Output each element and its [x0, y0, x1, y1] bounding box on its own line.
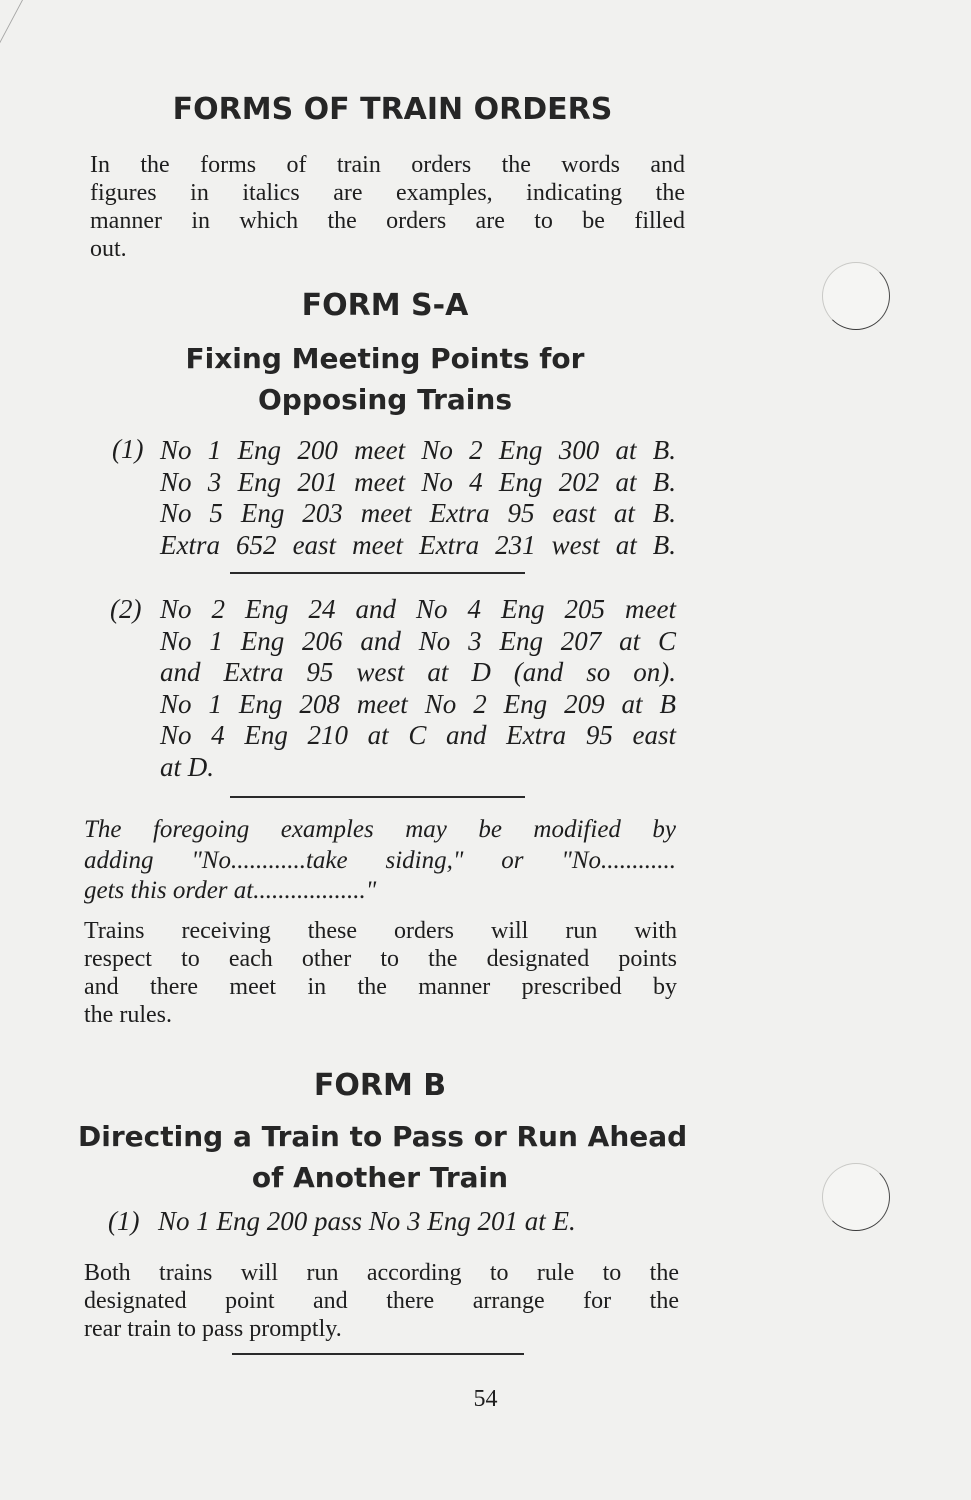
- note-line: adding "No............take siding," or "No............: [84, 846, 676, 874]
- binder-hole-bottom: [822, 1163, 890, 1231]
- intro-line: In the forms of train orders the words and: [90, 152, 685, 178]
- form-sa-explanation: [84, 917, 677, 1029]
- form-sa-example1-label: (1): [112, 434, 144, 464]
- form-b-subtitle-line: Directing a Train to Pass or Run Ahead: [78, 1120, 688, 1153]
- page-corner-mark: [0, 0, 23, 46]
- form-sa-subtitle: [120, 338, 650, 420]
- form-b-subtitle: [78, 1116, 688, 1198]
- note-line: gets this order at..................": [84, 877, 377, 904]
- note-line: The foregoing examples may be modified by: [84, 816, 676, 843]
- order-line: No 1 Eng 200 meet No 2 Eng 300 at B.: [160, 435, 676, 465]
- page-number: 54: [473, 1386, 498, 1412]
- intro-line: figures in italics are examples, indicating the: [90, 180, 685, 206]
- explanation-line: and there meet in the manner prescribed by: [84, 974, 677, 1000]
- explanation-line: respect to each other to the designated points: [84, 946, 677, 972]
- main-title: FORMS OF TRAIN ORDERS: [172, 92, 613, 127]
- order-line: No 3 Eng 201 meet No 4 Eng 202 at B.: [160, 466, 676, 497]
- form-b-example1: No 1 Eng 200 pass No 3 Eng 201 at E.: [158, 1206, 576, 1236]
- binder-hole-top: [822, 262, 890, 330]
- explanation-line: Trains receiving these orders will run with: [84, 918, 677, 944]
- explanation-line: designated point and there arrange for the: [84, 1288, 679, 1314]
- explanation-line: Both trains will run according to rule to the: [84, 1260, 679, 1286]
- intro-line: manner in which the orders are to be filled: [90, 208, 685, 234]
- form-sa-subtitle-line: Opposing Trains: [257, 383, 513, 416]
- explanation-line: the rules.: [84, 1002, 172, 1028]
- form-b-explanation: [84, 1259, 679, 1343]
- order-line: No 5 Eng 203 meet Extra 95 east at B.: [160, 498, 676, 528]
- order-line: No 1 Eng 206 and No 3 Eng 207 at C: [160, 625, 676, 656]
- divider-rule: [230, 572, 525, 574]
- order-line: No 1 Eng 208 meet No 2 Eng 209 at B: [160, 688, 676, 719]
- form-sa-subtitle-line: Fixing Meeting Points for: [185, 342, 585, 375]
- divider-rule: [230, 796, 525, 798]
- modification-note: [84, 815, 676, 907]
- form-b-subtitle-line: of Another Train: [251, 1161, 509, 1194]
- intro-line: out.: [90, 236, 127, 262]
- intro-paragraph: [90, 151, 685, 263]
- form-sa-example2: [160, 594, 676, 783]
- order-line: Extra 652 east meet Extra 231 west at B.: [160, 529, 676, 560]
- divider-rule: [232, 1353, 524, 1355]
- form-b-example1-label: (1): [108, 1206, 140, 1236]
- order-line: No 2 Eng 24 and No 4 Eng 205 meet: [160, 594, 676, 624]
- form-sa-example1: [160, 435, 676, 561]
- order-line: No 4 Eng 210 at C and Extra 95 east: [160, 720, 676, 750]
- form-sa-heading: FORM S-A: [301, 288, 469, 323]
- order-line: at D.: [160, 751, 214, 782]
- order-line: and Extra 95 west at D (and so on).: [160, 657, 676, 687]
- explanation-line: rear train to pass promptly.: [84, 1316, 342, 1342]
- form-sa-example2-label: (2): [110, 594, 142, 624]
- form-b-heading: FORM B: [313, 1068, 447, 1103]
